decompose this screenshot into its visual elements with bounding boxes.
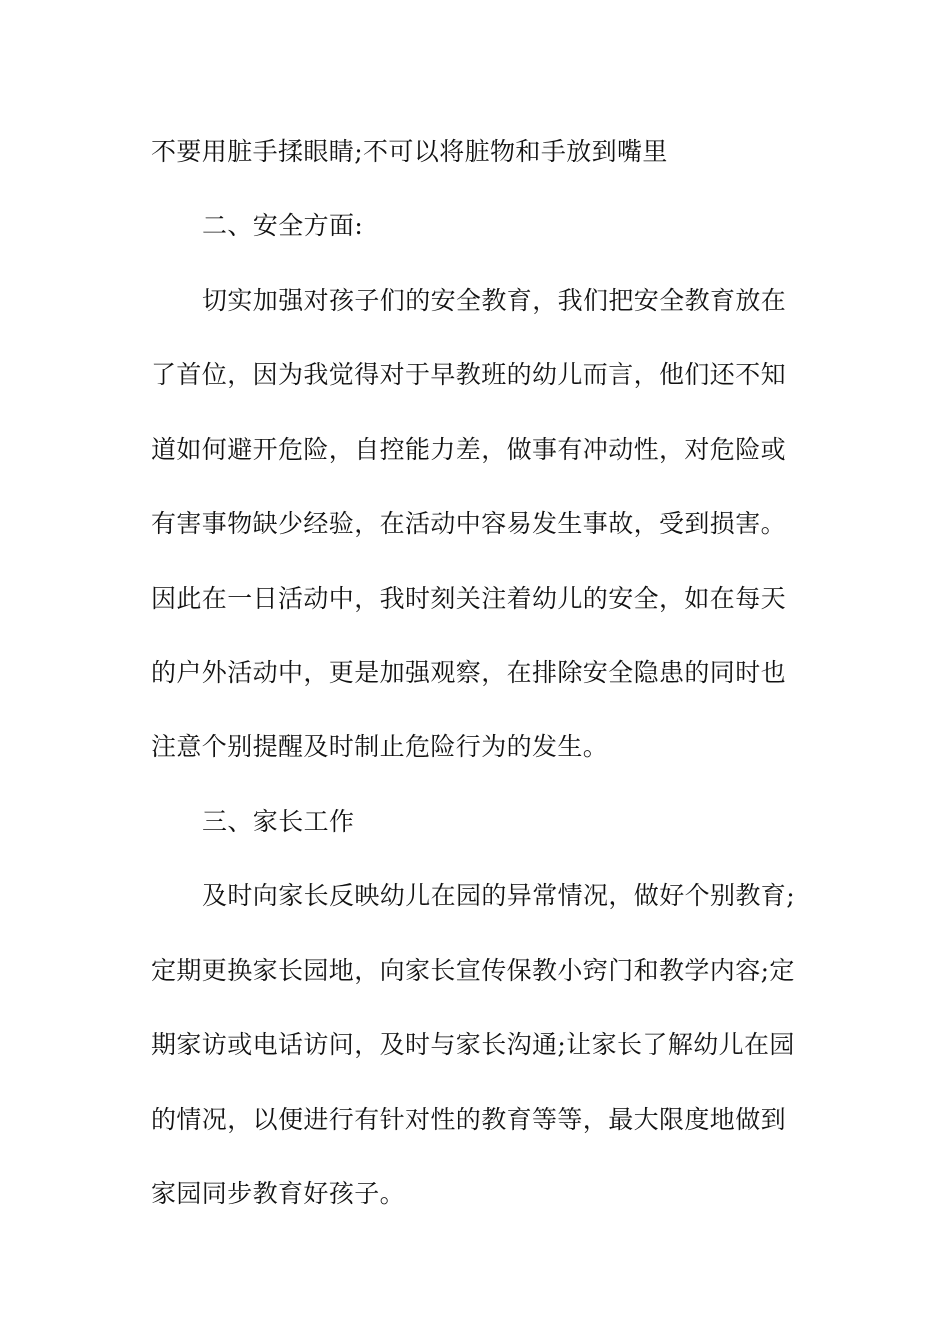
paragraph-line-parents-5: 家园同步教育好孩子。: [151, 1179, 406, 1208]
paragraph-line-safety-1: 切实加强对孩子们的安全教育，我们把安全教育放在: [202, 286, 787, 315]
paragraph-line-parents-2: 定期更换家长园地，向家长宣传保教小窍门和教学内容;定: [151, 956, 795, 985]
paragraph-line-parents-1: 及时向家长反映幼儿在园的异常情况，做好个别教育;: [202, 881, 796, 910]
section-heading-safety: 二、安全方面:: [202, 211, 364, 240]
paragraph-line-safety-4: 有害事物缺少经验，在活动中容易发生事故，受到损害。: [151, 509, 787, 538]
paragraph-line-safety-5: 因此在一日活动中，我时刻关注着幼儿的安全，如在每天: [151, 584, 787, 613]
paragraph-line-safety-6: 的户外活动中，更是加强观察，在排除安全隐患的同时也: [151, 658, 787, 687]
paragraph-line-safety-2: 了首位，因为我觉得对于早教班的幼儿而言，他们还不知: [151, 360, 787, 389]
text-line-hygiene-end: 不要用脏手揉眼睛;不可以将脏物和手放到嘴里: [151, 137, 668, 166]
paragraph-line-parents-4: 的情况，以便进行有针对性的教育等等，最大限度地做到: [151, 1105, 787, 1134]
paragraph-line-safety-3: 道如何避开危险，自控能力差，做事有冲动性，对危险或: [151, 435, 787, 464]
paragraph-line-safety-7: 注意个别提醒及时制止危险行为的发生。: [151, 732, 609, 761]
section-heading-parents: 三、家长工作: [202, 807, 355, 836]
paragraph-line-parents-3: 期家访或电话访问，及时与家长沟通;让家长了解幼儿在园: [151, 1030, 795, 1059]
